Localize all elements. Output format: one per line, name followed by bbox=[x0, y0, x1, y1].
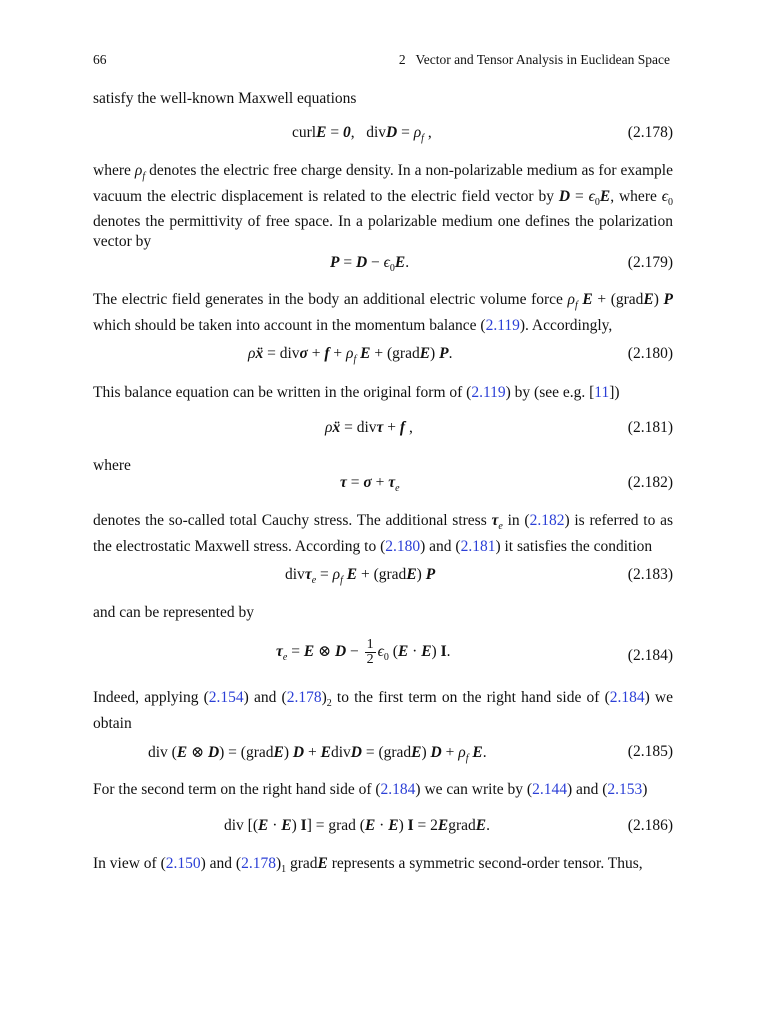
ref-link[interactable]: 2.153 bbox=[607, 781, 643, 798]
ref-link[interactable]: 2.178 bbox=[286, 689, 322, 706]
equation-2-183: $div\tau_e = \rho_f$ E + (gradE) P (2.183) bbox=[285, 566, 673, 587]
paragraph: where $\rho_f$ denotes the electric free charge density. In a non-polarizable medium as for example vacuum the electric displacement is related to the electric field vector by $D = \epsilon_0E$, where $\epsilon_0$ denotes the permittivity of free space. In a polarizable medium one defines the polarization vector by bbox=[93, 162, 674, 250]
running-header: 2 Vector and Tensor Analysis in Euclidean Space bbox=[398, 52, 670, 67]
equation-2-179: $P = D - \epsilon_0E$. (2.179) bbox=[330, 254, 673, 275]
equation-2-181: ρẍ = divτ + f , (2.181) bbox=[325, 419, 673, 436]
ref-link[interactable]: 2.154 bbox=[208, 689, 244, 706]
equation-2-180: ρẍ = $div\sigma + f + \rho_f$ E + (gradE) P. (2.180) bbox=[248, 345, 673, 366]
equation-2-182: $\tau = \sigma + \tau_e$ (2.182) bbox=[340, 474, 673, 495]
ref-link[interactable]: 2.184 bbox=[380, 781, 416, 798]
paragraph: and can be represented by bbox=[93, 604, 254, 621]
paragraph: In view of (2.150) and $(2.178)_1$ gradE represents a symmetric second-order tensor. Thus, bbox=[93, 855, 643, 876]
ref-link[interactable]: 2.184 bbox=[609, 689, 645, 706]
paragraph: This balance equation can be written in the original form of (2.119) by (see e.g. [11]) bbox=[93, 384, 620, 401]
ref-link[interactable]: 2.119 bbox=[471, 384, 506, 401]
ref-link[interactable]: 2.182 bbox=[529, 512, 565, 529]
ref-link[interactable]: 2.178 bbox=[241, 855, 276, 872]
ref-link[interactable]: 2.119 bbox=[485, 316, 520, 334]
equation-2-186: div [(E · E) I] = grad (E · E) I = 2EgradE. (2.186) bbox=[224, 817, 673, 834]
paragraph: Indeed, applying (2.154) and $(2.178)_2$ to the first term on the right hand side of (2.184) we obtain bbox=[93, 689, 674, 732]
equation-2-185: div (E ⊗ D) = (gradE) D + EdivD = (gradE) $D + \rho_f$ E. (2.185) bbox=[148, 743, 673, 765]
page-number: 66 bbox=[93, 52, 107, 67]
equation-2-178: curlE = 0, divD = $\rho_f$ , (2.178) bbox=[292, 124, 673, 145]
ref-link[interactable]: 2.144 bbox=[532, 781, 567, 798]
paragraph: The electric field generates in the body an additional electric volume force $\rho_f$ E + (gradE) P which should be taken into account in the momentum balance (2.119). Accordingly, bbox=[93, 291, 674, 334]
paragraph: where bbox=[93, 457, 131, 474]
paragraph: satisfy the well-known Maxwell equations bbox=[93, 90, 357, 107]
equation-2-184: $\tau_e = E$ ⊗ D − $\frac{1}{2}$ $\epsilon_0$ (E · E) I. (2.184) bbox=[276, 637, 673, 667]
ref-link[interactable]: 2.150 bbox=[165, 855, 201, 872]
ref-link[interactable]: 2.180 bbox=[385, 537, 421, 555]
ref-link[interactable]: 2.181 bbox=[460, 537, 496, 555]
paragraph: denotes the so-called total Cauchy stress. The additional stress $\tau_e$ in (2.182) is referred to as the electrostatic Maxwell stress. According to (2.180) and (2.181) it satisfies the condition bbox=[93, 512, 673, 555]
citation-link[interactable]: 11 bbox=[594, 384, 610, 401]
paragraph: For the second term on the right hand side of (2.184) we can write by (2.144) and (2.153) bbox=[93, 781, 648, 798]
